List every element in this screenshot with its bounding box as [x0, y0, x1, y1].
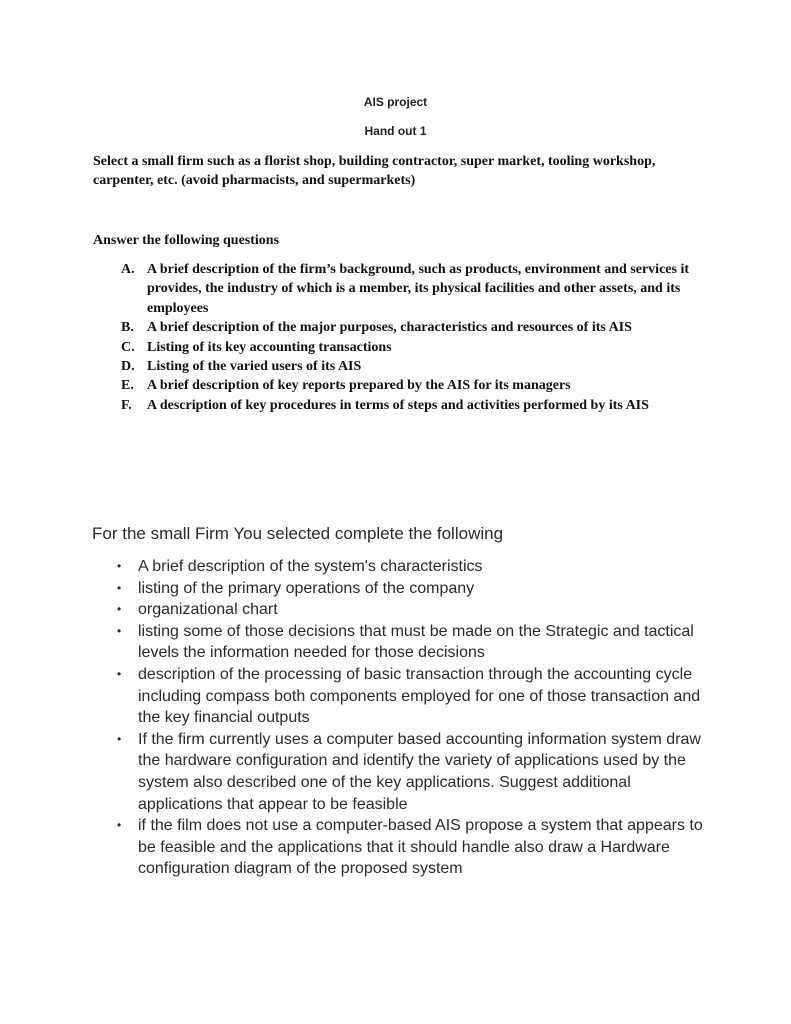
question-letter: A.	[121, 262, 135, 277]
question-letter: E.	[121, 378, 134, 394]
question-text: A brief description of the firm’s background, such as products, environment and services it provides, the industry of which is a member, its physical facilities and other assets, and its employees	[147, 262, 689, 316]
task-text: organizational chart	[138, 601, 278, 619]
question-item	[121, 338, 701, 357]
task-item	[117, 815, 707, 880]
question-text: A brief description of key reports prepared by the AIS for its managers	[147, 378, 571, 394]
question-text: A description of key procedures in terms of steps and activities performed by its AIS	[147, 397, 649, 413]
task-item	[117, 556, 707, 578]
question-item	[121, 260, 701, 318]
question-item	[121, 318, 701, 337]
bullet-icon: •	[117, 818, 122, 833]
question-letter: F.	[121, 397, 132, 413]
bullet-icon: •	[117, 559, 122, 573]
task-item	[117, 621, 707, 664]
task-text: If the firm currently uses a computer based accounting information system draw the hardware configuration and identify the variety of applications used by the system also described one of the key applications. Suggest additional applications that appear to be feasible	[138, 730, 701, 813]
question-letter: C.	[121, 339, 135, 355]
question-text: A brief description of the major purposes, characteristics and resources of its AIS	[147, 320, 632, 336]
section2-heading: For the small Firm You selected complete the following	[92, 524, 504, 543]
bullet-icon: •	[117, 731, 122, 746]
bullet-icon: •	[117, 623, 122, 638]
task-item	[117, 599, 707, 621]
tasks-list	[117, 556, 707, 880]
task-text: if the film does not use a computer-based AIS propose a system that appears to be feasible and the applications that it should handle also draw a Hardware configuration diagram of the proposed system	[138, 817, 703, 878]
task-text: listing some of those decisions that must be made on the Strategic and tactical levels the information needed for those decisions	[138, 622, 694, 662]
task-text: listing of the primary operations of the company	[138, 579, 475, 597]
questions-list	[121, 260, 701, 415]
bullet-icon: •	[117, 602, 122, 617]
document-subtitle: Hand out 1	[364, 124, 427, 138]
task-text: A brief description of the system's characteristics	[138, 558, 483, 575]
task-item	[117, 729, 707, 815]
question-letter: D.	[121, 359, 135, 375]
task-item	[117, 664, 707, 729]
question-text: Listing of its key accounting transactions	[147, 339, 392, 355]
intro-paragraph: Select a small firm such as a florist shop, building contractor, super market, tooling workshop, carpenter, etc. (avoid pharmacists, and supermarkets)	[93, 154, 656, 188]
question-item	[121, 357, 701, 376]
question-item	[121, 396, 701, 415]
questions-heading: Answer the following questions	[93, 233, 280, 248]
task-text: description of the processing of basic transaction through the accounting cycle including compass both components employed for one of those transaction and the key financial outputs	[138, 665, 701, 727]
document-title: AIS project	[363, 95, 428, 109]
question-item	[121, 376, 701, 395]
question-letter: B.	[121, 320, 134, 336]
bullet-icon: •	[117, 580, 122, 595]
task-item	[117, 578, 707, 600]
question-text: Listing of the varied users of its AIS	[147, 359, 362, 375]
bullet-icon: •	[117, 666, 122, 681]
